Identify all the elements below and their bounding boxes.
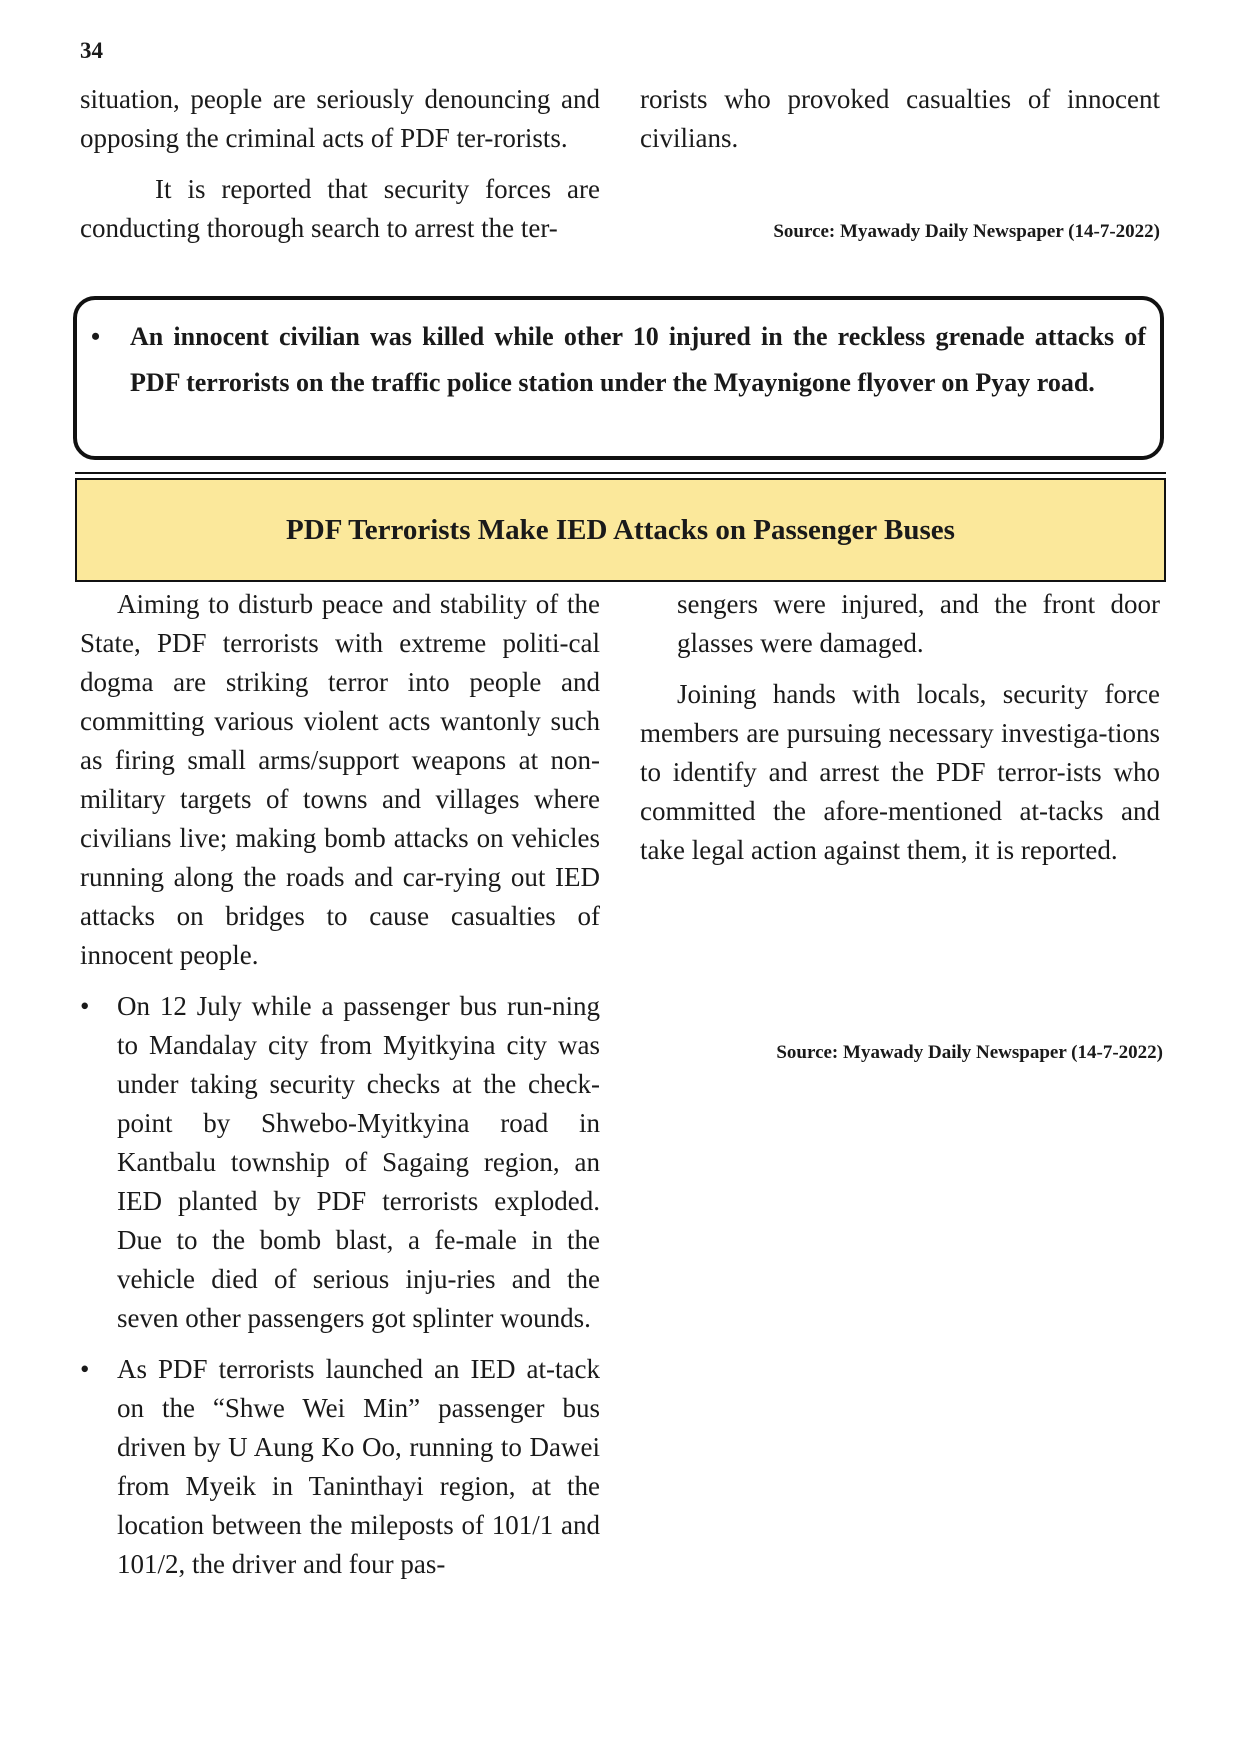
paragraph: Aiming to disturb peace and stability of the State, PDF terrorists with extreme politi-cal dogma are striking terror into people and committing various violent acts wantonly such as firing small arms/support weapons at non-military targets of towns and villages where civilians live; making bomb attacks on vehicles running along the roads and car-rying out IED attacks on bridges to cause casualties of innocent people. xyxy=(80,589,600,970)
callout-text: An innocent civilian was killed while other 10 injured in the reckless grenade attacks of PDF terrorists on the traffic police station under the Myaynigone flyover on Pyay road. xyxy=(130,322,1146,397)
source-citation: Source: Myawady Daily Newspaper (14-7-2022) xyxy=(776,1042,1163,1063)
article-right-column xyxy=(640,585,1160,870)
list-item-text: On 12 July while a passenger bus run-ning to Mandalay city from Myitkyina city was under taking security checks at the check-point by Shwebo-Myitkyina road in Kantbalu township of Sagaing region, an IED planted by PDF terrorists exploded. Due to the bomb blast, a fe-male in the vehicle died of serious inju-ries and the seven other passengers got splinter wounds. xyxy=(117,991,600,1333)
paragraph: It is reported that security forces are conducting thorough search to arrest the ter- xyxy=(80,174,600,243)
top-right-column xyxy=(640,80,1160,158)
paragraph: Joining hands with locals, security force members are pursuing necessary investiga-tions to identify and arrest the PDF terror-ists who committed the afore-mentioned at-tacks and take legal action against them, it is reported. xyxy=(640,679,1160,865)
callout-box xyxy=(73,296,1164,460)
list-item xyxy=(80,987,600,1338)
banner-rule xyxy=(75,472,1166,474)
article-left-column xyxy=(80,585,600,1584)
list-item xyxy=(80,1350,600,1584)
list-item-text: As PDF terrorists launched an IED at-tack on the “Shwe Wei Min” passenger bus driven by U Aung Ko Oo, running to Dawei from Myeik in Taninthayi region, at the location between the mileposts of 101/1 and 101/2, the driver and four pas- xyxy=(117,1354,600,1579)
article-title: PDF Terrorists Make IED Attacks on Passenger Buses xyxy=(75,478,1166,582)
bullet-mark: • xyxy=(91,322,101,351)
bullet-mark: • xyxy=(80,991,90,1021)
bullet-mark: • xyxy=(80,1354,90,1384)
page-number: 34 xyxy=(80,38,103,63)
source-citation: Source: Myawady Daily Newspaper (14-7-2022) xyxy=(773,221,1160,242)
paragraph: situation, people are seriously denouncing and opposing the criminal acts of PDF ter-rorists. xyxy=(80,84,600,153)
paragraph: sengers were injured, and the front door glasses were damaged. xyxy=(677,589,1160,658)
top-left-column xyxy=(80,80,600,248)
paragraph: rorists who provoked casualties of innocent civilians. xyxy=(640,84,1160,153)
